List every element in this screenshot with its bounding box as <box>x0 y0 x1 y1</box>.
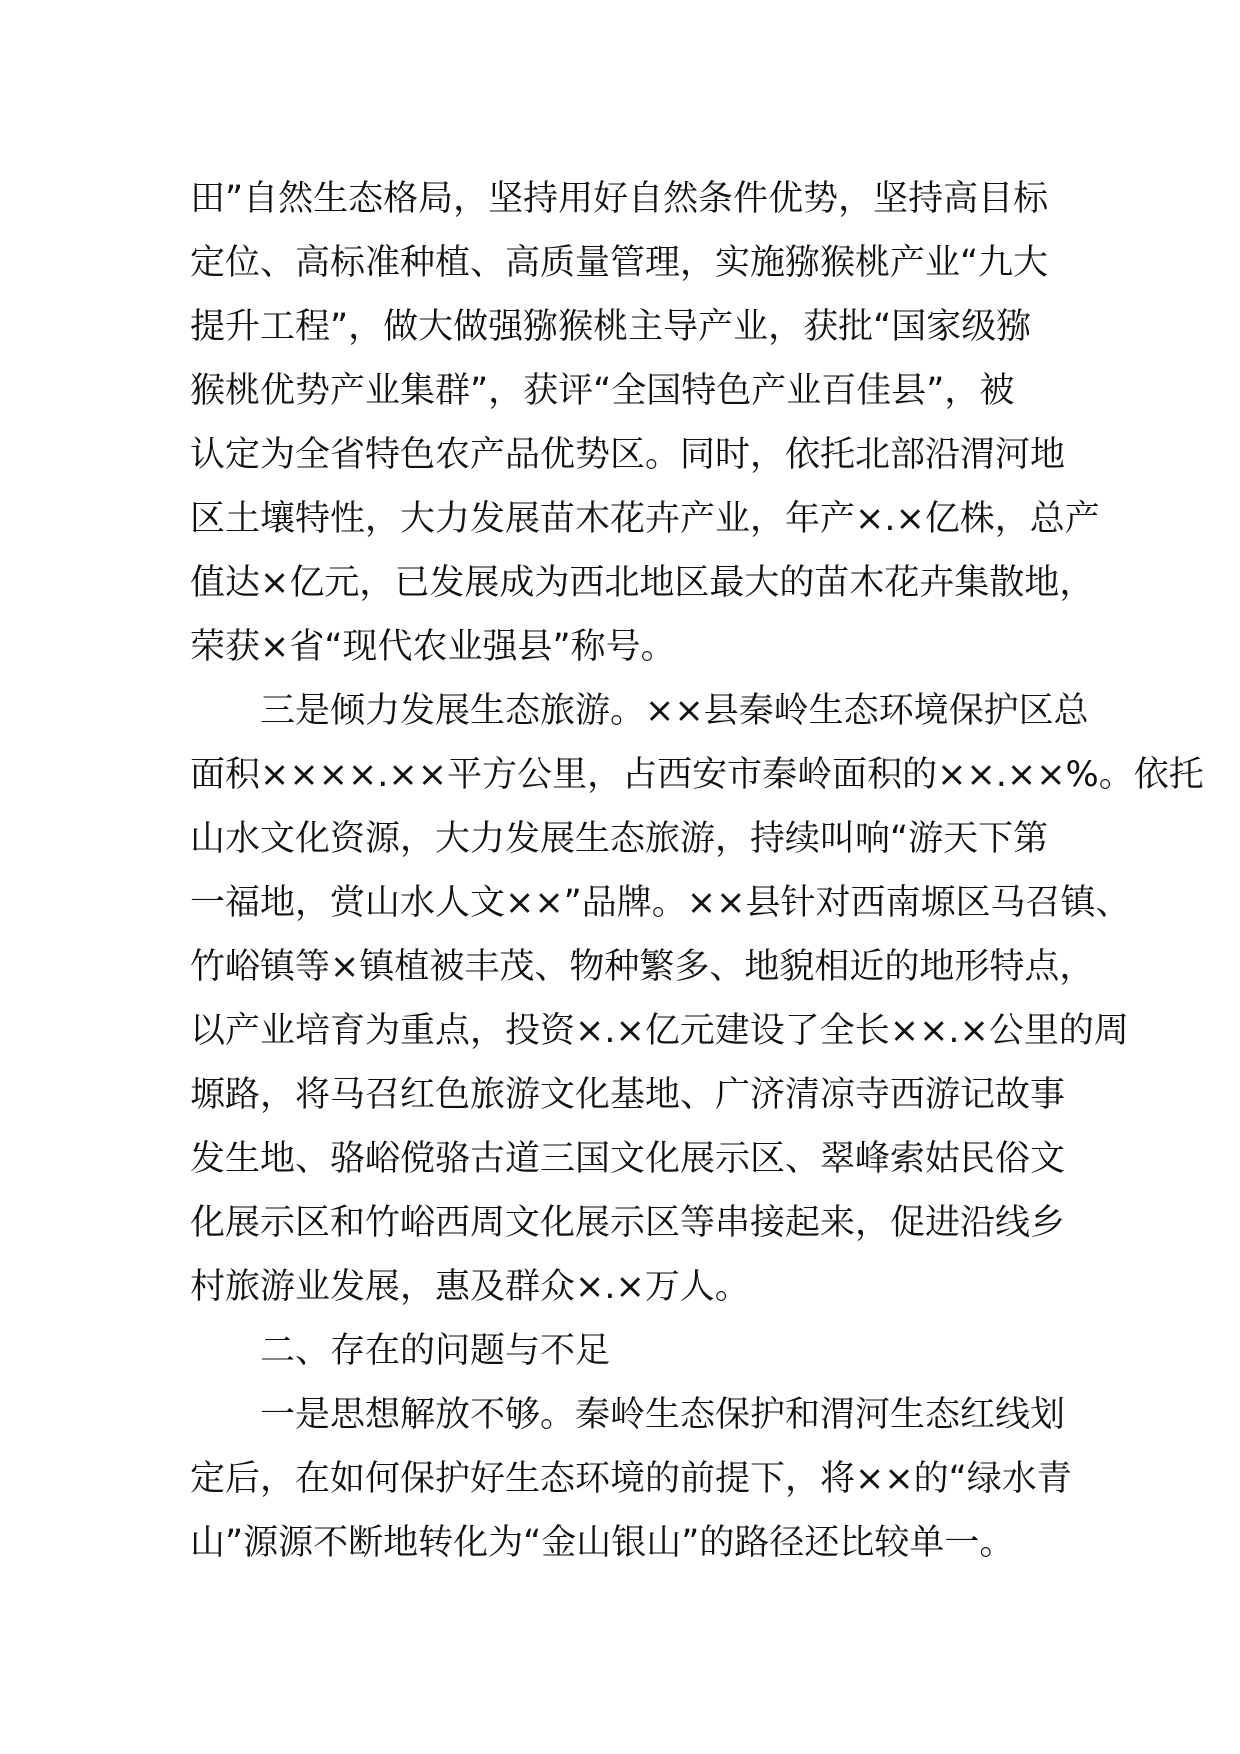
paragraph-first-line: 三是倾力发展生态旅游。××县秦岭生态环境保护区总 <box>260 691 1089 731</box>
text-line: 山水文化资源，大力发展生态旅游，持续叫响“游天下第 <box>190 819 1049 859</box>
text-line: 面积××××.××平方公里，占西安市秦岭面积的××.××%。依托 <box>190 755 1204 795</box>
text-line: 定后，在如何保护好生态环境的前提下，将××的“绿水青 <box>190 1459 1072 1499</box>
text-line: 定位、高标准种植、高质量管理，实施猕猴桃产业“九大 <box>190 243 1049 283</box>
text-line: 一福地，赏山水人文××”品牌。××县针对西南塬区马召镇、 <box>190 883 1131 923</box>
text-line: 区土壤特性，大力发展苗木花卉产业，年产×.×亿株，总产 <box>190 499 1100 539</box>
text-line: 认定为全省特色农产品优势区。同时，依托北部沿渭河地 <box>190 435 1066 475</box>
text-line: 山”源源不断地转化为“金山银山”的路径还比较单一。 <box>190 1523 1015 1563</box>
text-line: 竹峪镇等×镇植被丰茂、物种繁多、地貌相近的地形特点， <box>190 947 1095 987</box>
text-line: 值达×亿元，已发展成为西北地区最大的苗木花卉集散地， <box>190 563 1095 603</box>
text-line: 以产业培育为重点，投资×.×亿元建设了全长××.×公里的周 <box>190 1011 1129 1051</box>
text-line: 发生地、骆峪傥骆古道三国文化展示区、翠峰索姑民俗文 <box>190 1139 1066 1179</box>
text-line: 田”自然生态格局，坚持用好自然条件优势，坚持高目标 <box>190 179 1049 219</box>
section-heading: 二、存在的问题与不足 <box>260 1331 611 1371</box>
text-line: 提升工程”，做大做强猕猴桃主导产业，获批“国家级猕 <box>190 307 1032 347</box>
text-line: 村旅游业发展，惠及群众×.×万人。 <box>190 1267 750 1307</box>
text-line: 塬路，将马召红色旅游文化基地、广济清凉寺西游记故事 <box>190 1075 1066 1115</box>
text-line: 猴桃优势产业集群”，获评“全国特色产业百佳县”，被 <box>190 371 1015 411</box>
text-line: 荣获×省“现代农业强县”称号。 <box>190 627 676 667</box>
text-line: 化展示区和竹峪西周文化展示区等串接起来，促进沿线乡 <box>190 1203 1066 1243</box>
paragraph-first-line: 一是思想解放不够。秦岭生态保护和渭河生态红线划 <box>260 1395 1066 1435</box>
